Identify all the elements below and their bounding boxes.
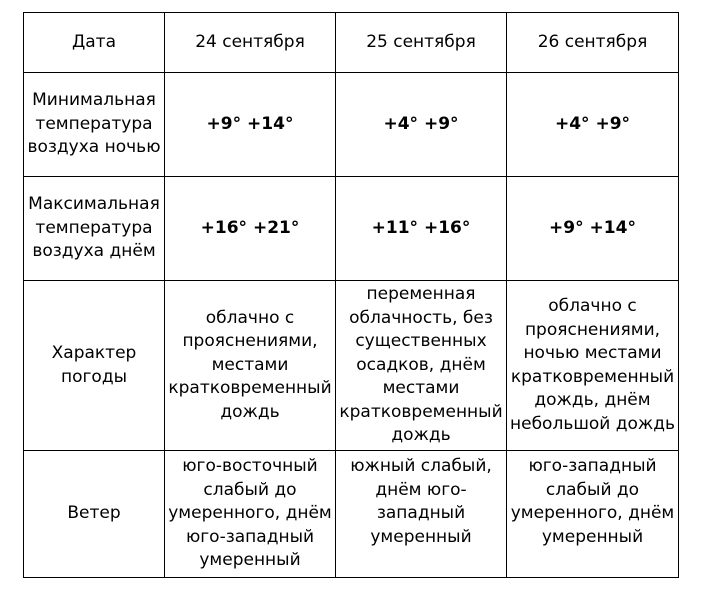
max-temp-26: +9° +14° [507, 177, 679, 281]
header-date-26: 26 сентября [507, 13, 679, 73]
wind-25: южный слабый, днём юго-западный умеренный [336, 451, 507, 578]
table-row-min-temp [24, 73, 679, 177]
weather-character-26: облачно с прояснениями, ночью местами кратковременный дождь, днём небольшой дождь [507, 281, 679, 451]
table-row-wind [24, 451, 679, 578]
header-date-25: 25 сентября [336, 13, 507, 73]
table-row-max-temp [24, 177, 679, 281]
row-label-wind: Ветер [24, 451, 165, 578]
wind-24: юго-восточный слабый до умеренного, днём юго-западный умеренный [165, 451, 336, 578]
min-temp-24: +9° +14° [165, 73, 336, 177]
header-date-24: 24 сентября [165, 13, 336, 73]
table-header-row [24, 13, 679, 73]
table-row-weather-character [24, 281, 679, 451]
weather-character-24: облачно с прояснениями, местами кратковременный дождь [165, 281, 336, 451]
row-label-max-temp: Максимальная температура воздуха днём [24, 177, 165, 281]
wind-26: юго-западный слабый до умеренного, днём умеренный [507, 451, 679, 578]
weather-character-25: переменная облачность, без существенных осадков, днём местами кратковременный дождь [336, 281, 507, 451]
min-temp-26: +4° +9° [507, 73, 679, 177]
row-label-weather-character: Характер погоды [24, 281, 165, 451]
min-temp-25: +4° +9° [336, 73, 507, 177]
weather-forecast-table [23, 12, 679, 578]
max-temp-25: +11° +16° [336, 177, 507, 281]
max-temp-24: +16° +21° [165, 177, 336, 281]
row-label-min-temp: Минимальная температура воздуха ночью [24, 73, 165, 177]
header-date-label: Дата [24, 13, 165, 73]
